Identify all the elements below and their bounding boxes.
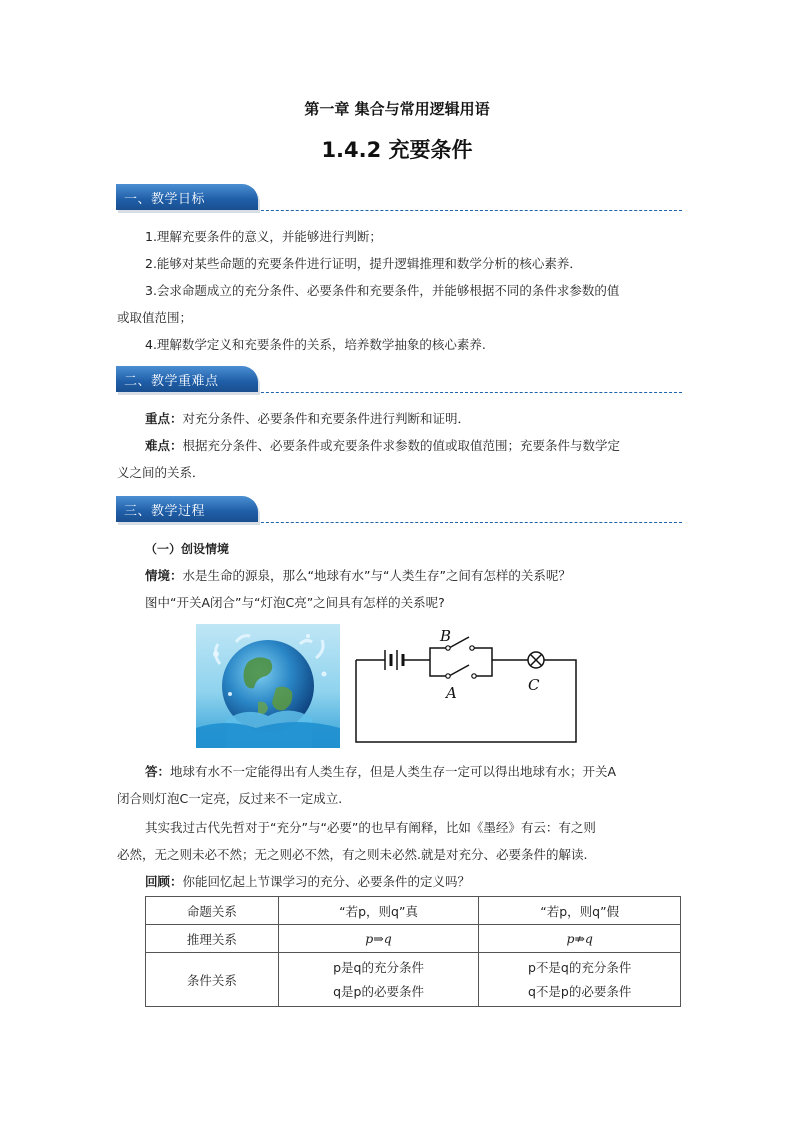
history-paragraph: 其实我过古代先哲对于“充分”与“必要”的也早有阐释，比如《墨经》有云：有之则 bbox=[145, 820, 596, 835]
earth-water-image bbox=[196, 624, 340, 748]
condition-table bbox=[145, 896, 681, 1007]
key-point-text: 对充分条件、必要条件和充要条件进行判断和证明． bbox=[182, 411, 471, 426]
scenario-text: 水是生命的源泉，那么“地球有水”与“人类生存”之间有怎样的关系呢？ bbox=[182, 568, 571, 583]
table-cell: 命题关系 bbox=[146, 897, 279, 925]
table-cell: 推理关系 bbox=[146, 925, 279, 953]
key-point bbox=[145, 411, 470, 427]
objective-1: 1.理解充要条件的意义，并能够进行判断； bbox=[145, 229, 382, 244]
difficult-point-label: 难点： bbox=[145, 438, 183, 453]
table-cell bbox=[278, 953, 479, 1007]
section-header-objectives bbox=[116, 182, 682, 216]
difficult-point-text: 根据充分条件、必要条件或充要条件求参数的值或取值范围；充要条件与数学定 bbox=[182, 438, 621, 453]
table-cell-line: q不是p的必要条件 bbox=[527, 983, 632, 999]
difficult-point bbox=[145, 438, 620, 454]
circuit-diagram bbox=[352, 620, 588, 750]
table-cell: 条件关系 bbox=[146, 953, 279, 1007]
section-divider bbox=[246, 210, 682, 211]
table-cell: p⇏q bbox=[479, 925, 681, 953]
lesson-title: 1.4.2 充要条件 bbox=[321, 138, 473, 162]
section-header-keypoints bbox=[116, 364, 682, 398]
chapter-title: 第一章 集合与常用逻辑用语 bbox=[304, 100, 490, 118]
section-header-process bbox=[116, 494, 682, 528]
objective-3: 3.会求命题成立的充分条件、必要条件和充要条件，并能够根据不同的条件求参数的值 bbox=[145, 283, 620, 298]
section-badge bbox=[116, 366, 258, 392]
difficult-point-cont: 义之间的关系． bbox=[117, 465, 205, 480]
switch-b-label: B bbox=[440, 627, 452, 645]
answer bbox=[145, 764, 616, 780]
table-row bbox=[146, 953, 681, 1007]
section-badge bbox=[116, 496, 258, 522]
table-row bbox=[146, 897, 681, 925]
scenario-question-2: 图中“开关A闭合”与“灯泡C亮”之间具有怎样的关系呢? bbox=[145, 595, 445, 610]
section-badge bbox=[116, 184, 258, 210]
table-cell: “若p，则q”假 bbox=[479, 897, 681, 925]
review-question bbox=[145, 874, 470, 890]
table-cell bbox=[479, 953, 681, 1007]
section-label: 一、教学日标 bbox=[124, 192, 206, 207]
table-cell: “若p，则q”真 bbox=[278, 897, 479, 925]
objective-4: 4.理解数学定义和充要条件的关系，培养数学抽象的核心素养. bbox=[145, 337, 486, 352]
answer-label: 答： bbox=[145, 764, 171, 779]
key-point-label: 重点： bbox=[145, 411, 183, 426]
scenario-label: 情境： bbox=[145, 568, 183, 583]
table-row bbox=[146, 925, 681, 953]
lamp-c-label: C bbox=[528, 676, 540, 694]
history-paragraph-cont: 必然，无之则未必不然；无之则必不然，有之则未必然.就是对充分、必要条件的解读. bbox=[117, 847, 588, 862]
review-label: 回顾： bbox=[145, 874, 183, 889]
section-label: 二、教学重难点 bbox=[124, 374, 219, 389]
review-text: 你能回忆起上节课学习的充分、必要条件的定义吗？ bbox=[182, 874, 471, 889]
objective-2: 2.能够对某些命题的充要条件进行证明，提升逻辑推理和数学分析的核心素养． bbox=[145, 256, 582, 271]
answer-cont: 闭合则灯泡C一定亮，反过来不一定成立. bbox=[117, 791, 343, 806]
section-divider bbox=[246, 392, 682, 393]
table-cell-line: q是p的必要条件 bbox=[333, 983, 424, 999]
objective-3-cont: 或取值范围； bbox=[117, 310, 193, 325]
table-cell-line: p是q的充分条件 bbox=[333, 959, 424, 975]
scenario-question-1 bbox=[145, 568, 571, 584]
table-cell-line: p不是q的充分条件 bbox=[527, 959, 632, 975]
answer-text: 地球有水不一定能得出有人类生存，但是人类生存一定可以得出地球有水；开关A bbox=[170, 764, 617, 779]
table-cell: p⇒q bbox=[278, 925, 479, 953]
section-label: 三、教学过程 bbox=[124, 504, 206, 519]
switch-a-label: A bbox=[446, 684, 457, 702]
subsection-title: （一）创设情境 bbox=[145, 542, 230, 556]
section-divider bbox=[246, 522, 682, 523]
